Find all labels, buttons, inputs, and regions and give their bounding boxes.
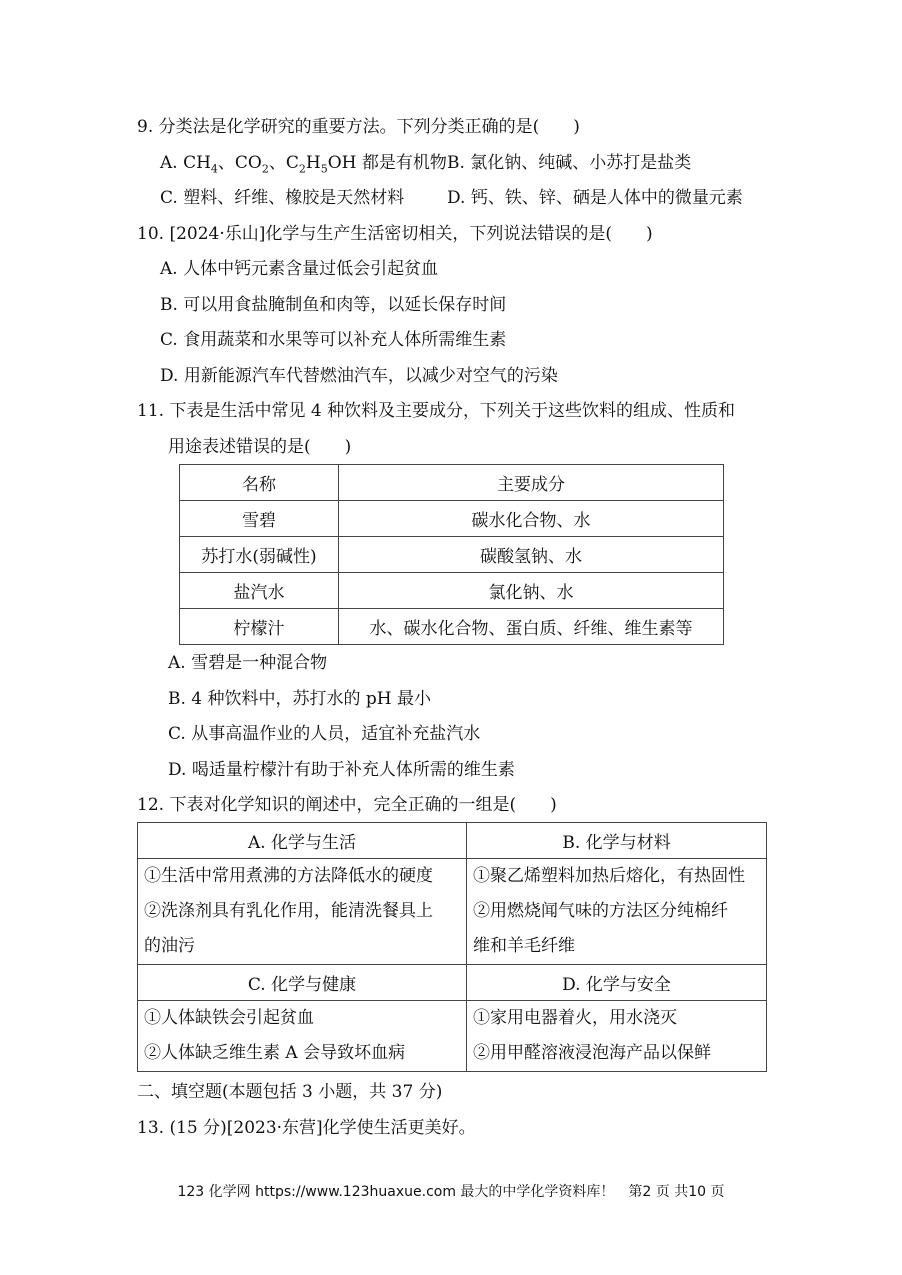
- q11-option-b: B. 4 种饮料中，苏打水的 pH 最小: [168, 689, 432, 709]
- q9-option-c: C. 塑料、纤维、橡胶是天然材料: [160, 188, 405, 208]
- group-b-heading: B. 化学与材料: [467, 823, 767, 859]
- group-b-content: [467, 859, 767, 965]
- table-header-row: [180, 465, 724, 501]
- q11-option-d: D. 喝适量柠檬汁有助于补充人体所需的维生素: [168, 760, 515, 780]
- table-row: [180, 501, 724, 537]
- group-d-content: [467, 1001, 767, 1072]
- table-cell-name: 苏打水(弱碱性): [180, 537, 339, 573]
- table-row: [180, 573, 724, 609]
- q11-stem-line2: 用途表述错误的是( ): [168, 437, 352, 457]
- section-heading: 二、填空题(本题包括 3 小题，共 37 分): [137, 1082, 443, 1102]
- table-cell-name: 雪碧: [180, 501, 339, 537]
- group-c-line-2: ②人体缺乏维生素 A 会导致坏血病: [144, 1043, 406, 1063]
- group-d-line-2: ②用甲醛溶液浸泡海产品以保鲜: [473, 1043, 711, 1063]
- q9-option-d: D. 钙、铁、锌、硒是人体中的微量元素: [447, 188, 743, 208]
- table-header-composition: 主要成分: [339, 465, 724, 501]
- group-a-line-1: ①生活中常用煮沸的方法降低水的硬度: [144, 866, 433, 886]
- group-c-content: [138, 1001, 467, 1072]
- q12-stem: 12. 下表对化学知识的阐述中，完全正确的一组是( ): [137, 795, 557, 815]
- q9-stem: 9. 分类法是化学研究的重要方法。下列分类正确的是( ): [137, 117, 580, 137]
- page-footer: 123 化学网 https://www.123huaxue.com 最大的中学化学资料库！ 第2 页 共10 页: [177, 1184, 725, 1200]
- q11-stem-line1: 11. 下表是生活中常见 4 种饮料及主要成分，下列关于这些饮料的组成、性质和: [137, 401, 736, 421]
- table-cell-composition: 碳水化合物、水: [339, 501, 724, 537]
- q12-table: [137, 822, 767, 1072]
- q10-option-b: B. 可以用食盐腌制鱼和肉等，以延长保存时间: [160, 295, 507, 315]
- group-a-line-2: ②洗涤剂具有乳化作用，能清洗餐具上: [144, 901, 433, 921]
- table-cell-composition: 碳酸氢钠、水: [339, 537, 724, 573]
- table-cell-name: 柠檬汁: [180, 609, 339, 645]
- q10-option-a: A. 人体中钙元素含量过低会引起贫血: [160, 259, 439, 279]
- group-a-content: [138, 859, 467, 965]
- group-b-line-3: 维和羊毛纤维: [473, 936, 575, 956]
- group-c-line-1: ①人体缺铁会引起贫血: [144, 1008, 314, 1028]
- group-d-line-1: ①家用电器着火，用水浇灭: [473, 1008, 677, 1028]
- q13-stem: 13. (15 分)[2023·东营]化学使生活更美好。: [137, 1118, 476, 1138]
- table-header-name: 名称: [180, 465, 339, 501]
- group-a-heading: A. 化学与生活: [138, 823, 467, 859]
- table-cell-composition: 氯化钠、水: [339, 573, 724, 609]
- table-cell-composition: 水、碳水化合物、蛋白质、纤维、维生素等: [339, 609, 724, 645]
- q10-option-c: C. 食用蔬菜和水果等可以补充人体所需维生素: [160, 330, 507, 350]
- table-row: [180, 537, 724, 573]
- table-row: [180, 609, 724, 645]
- q9-option-a: A. $CH_4$、$CO_2$、$C_2H_5OH$ 都是有机物: [160, 153, 447, 176]
- group-d-heading: D. 化学与安全: [467, 965, 767, 1001]
- q11-option-a: A. 雪碧是一种混合物: [168, 653, 328, 673]
- q11-option-c: C. 从事高温作业的人员，适宜补充盐汽水: [168, 724, 481, 744]
- table-cell-name: 盐汽水: [180, 573, 339, 609]
- q10-option-d: D. 用新能源汽车代替燃油汽车，以减少对空气的污染: [160, 366, 558, 386]
- q10-stem: 10. [2024·乐山]化学与生产生活密切相关，下列说法错误的是( ): [137, 224, 653, 244]
- q9-option-b: B. 氯化钠、纯碱、小苏打是盐类: [447, 153, 692, 173]
- group-c-heading: C. 化学与健康: [138, 965, 467, 1001]
- group-a-line-3: 的油污: [144, 936, 195, 956]
- q11-table: [179, 464, 724, 645]
- group-b-line-1: ①聚乙烯塑料加热后熔化，有热固性: [473, 866, 745, 886]
- group-b-line-2: ②用燃烧闻气味的方法区分纯棉纤: [473, 901, 728, 921]
